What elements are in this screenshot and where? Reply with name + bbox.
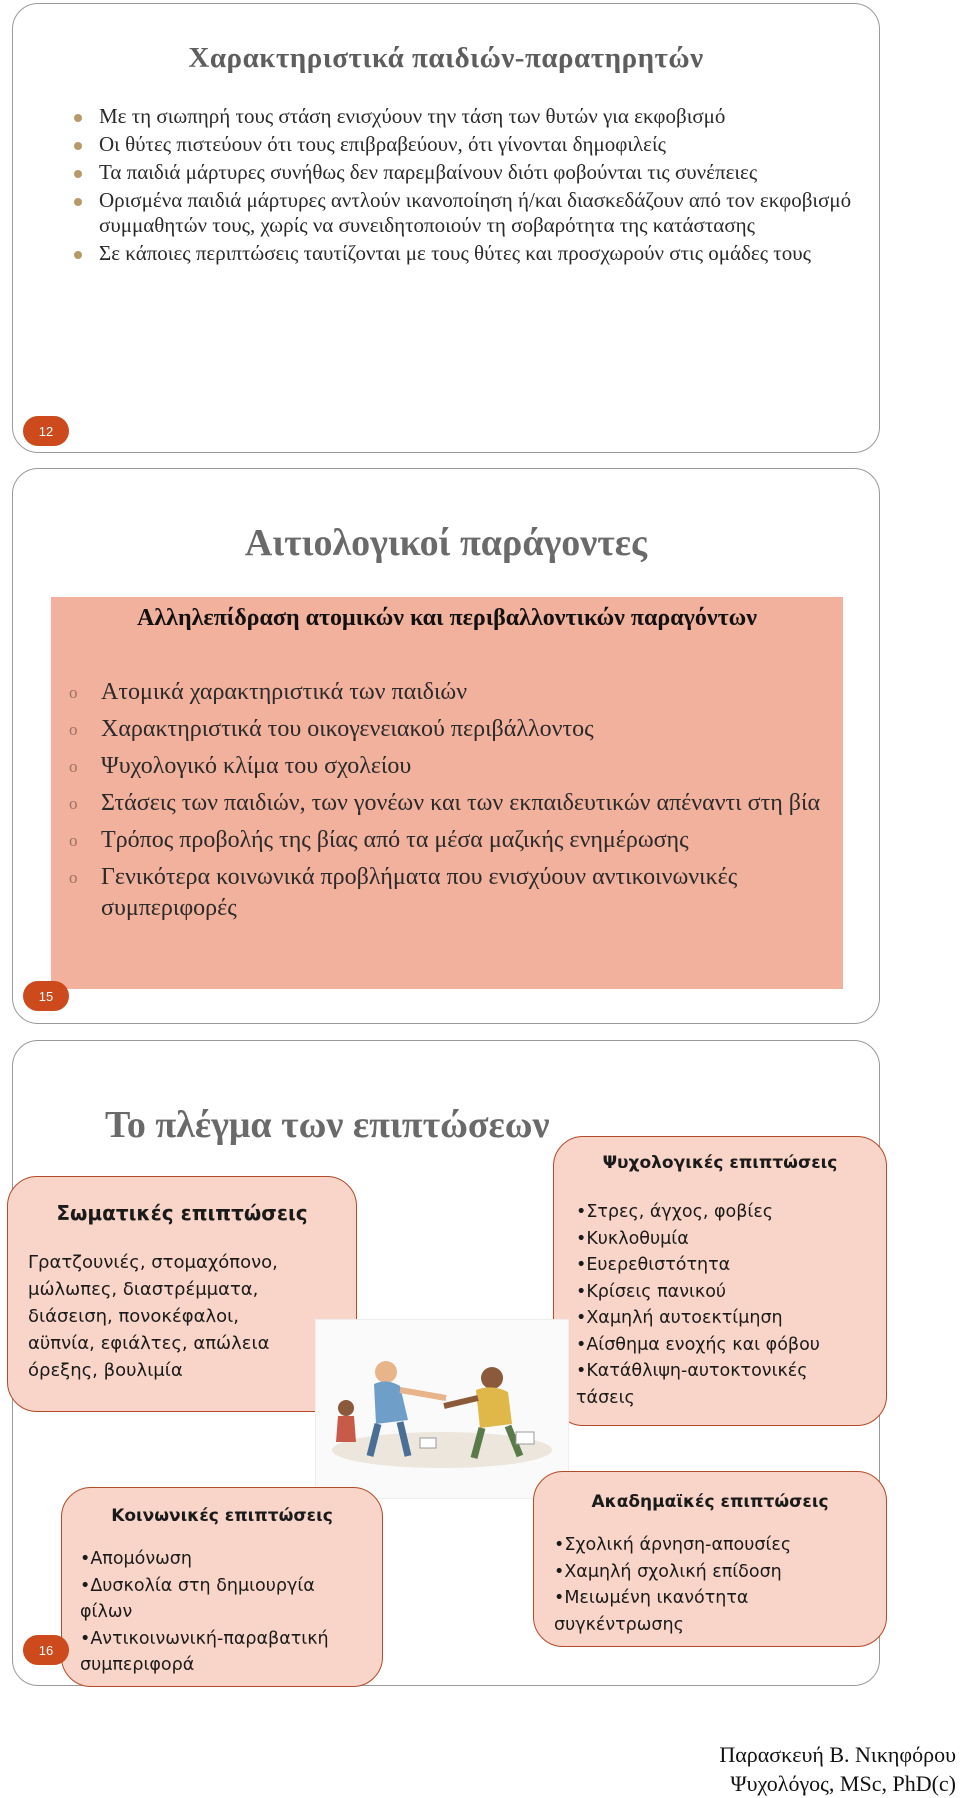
list-item [69,188,859,238]
list-item [69,241,859,266]
slide-title: Αιτιολογικοί παράγοντες [244,522,648,564]
illustration-icon [316,1320,568,1498]
psychological-effects-card [553,1136,887,1426]
slide-title: Το πλέγμα των επιπτώσεων [105,1104,550,1146]
children-fighting-illustration [315,1319,569,1499]
bullet-dot-icon [74,114,82,122]
list-item-text: Τα παιδιά μάρτυρες συνήθως δεν παρεμβαίνουν διότι φοβούνται τις συνέπειες [99,160,758,184]
list-item [65,788,825,819]
list-item-text: Χαρακτηριστικά του οικογενειακού περιβάλλοντος [101,716,594,742]
circle-bullet-icon: o [69,683,78,702]
bullet-dot-icon [74,251,82,259]
card-body: •Σχολική άρνηση-απουσίες •Χαμηλή σχολική επίδοση •Μειωμένη ικανότητα συγκέντρωσης [554,1535,792,1635]
list-item [65,677,825,708]
circle-bullet-icon: o [69,868,78,887]
factor-list [65,677,825,930]
list-item-text: Ψυχολογικό κλίμα του σχολείου [101,753,412,779]
list-item-text: Ατομικά χαρακτηριστικά των παιδιών [101,679,468,705]
bullet-dot-icon [74,198,82,206]
card-body: •Απομόνωση •Δυσκολία στη δημιουργία φίλων •Αντικοινωνική-παραβατική συμπεριφορά [80,1549,329,1675]
card-title: Ψυχολογικές επιπτώσεις [602,1153,838,1173]
box-heading: Αλληλεπίδραση ατομικών και περιβαλλοντικών παραγόντων [137,605,757,631]
list-item [69,160,859,185]
list-item-text: Τρόπος προβολής της βίας από τα μέσα μαζικής ενημέρωσης [101,827,689,853]
list-item-text: Οι θύτες πιστεύουν ότι τους επιβραβεύουν, ότι γίνονται δημοφιλείς [99,132,666,156]
circle-bullet-icon: o [69,831,78,850]
bullet-dot-icon [74,170,82,178]
card-body: •Στρες, άγχος, φοβίες •Κυκλοθυμία •Ευερεθιστότητα •Κρίσεις πανικού •Χαμηλή αυτοεκτίμηση •Αίσθημα ενοχής και φόβου •Κατάθλιψη-αυτοκτονικές τάσεις [576,1202,820,1408]
card-title: Κοινωνικές επιπτώσεις [111,1506,333,1526]
slide-title: Χαρακτηριστικά παιδιών-παρατηρητών [188,42,704,74]
social-effects-card [61,1487,383,1687]
list-item-text: Στάσεις των παιδιών, των γονέων και των εκπαιδευτικών απέναντι στη βία [101,790,821,816]
card-body: Γρατζουνιές, στομαχόπονο, μώλωπες, διαστρέμματα, διάσειση, πονοκέφαλοι, αϋπνία, εφιάλτες, απώλεια όρεξης, βουλιμία [28,1252,278,1381]
list-item-text: Γενικότερα κοινωνικά προβλήματα που ενισχύουν αντικοινωνικές συμπεριφορές [101,864,738,921]
author-credit [719,1740,956,1798]
slide-effects-network [12,1040,880,1686]
list-item-text: Ορισμένα παιδιά μάρτυρες αντλούν ικανοποίηση ή/και διασκεδάζουν από τον εκφοβισμό συμμαθητών τους, χωρίς να συνειδητοποιούν τη σοβαρότητα της κατάστασης [99,188,852,237]
page-number-badge: 12 [23,416,69,446]
author-name: Παρασκευή Β. Νικηφόρου [719,1742,956,1767]
slide-bystander-characteristics [12,3,880,453]
list-item [65,714,825,745]
page-number-badge: 15 [23,981,69,1011]
bullet-list [69,104,859,269]
list-item-text: Σε κάποιες περιπτώσεις ταυτίζονται με τους θύτες και προσχωρούν στις ομάδες τους [99,241,811,265]
factors-box [51,597,843,989]
list-item [69,132,859,157]
bullet-dot-icon [74,142,82,150]
list-item [65,825,825,856]
circle-bullet-icon: o [69,757,78,776]
list-item-text: Με τη σιωπηρή τους στάση ενισχύουν την τάση των θυτών για εκφοβισμό [99,104,726,128]
author-title: Ψυχολόγος, MSc, PhD(c) [730,1771,956,1796]
circle-bullet-icon: o [69,794,78,813]
card-title: Σωματικές επιπτώσεις [56,1201,308,1225]
list-item [65,751,825,782]
somatic-effects-card [7,1176,357,1412]
card-title: Ακαδημαϊκές επιπτώσεις [591,1492,829,1512]
slide-causal-factors [12,468,880,1024]
list-item [65,862,825,924]
academic-effects-card [533,1471,887,1647]
page-number-badge: 16 [23,1635,69,1665]
circle-bullet-icon: o [69,720,78,739]
list-item [69,104,859,129]
